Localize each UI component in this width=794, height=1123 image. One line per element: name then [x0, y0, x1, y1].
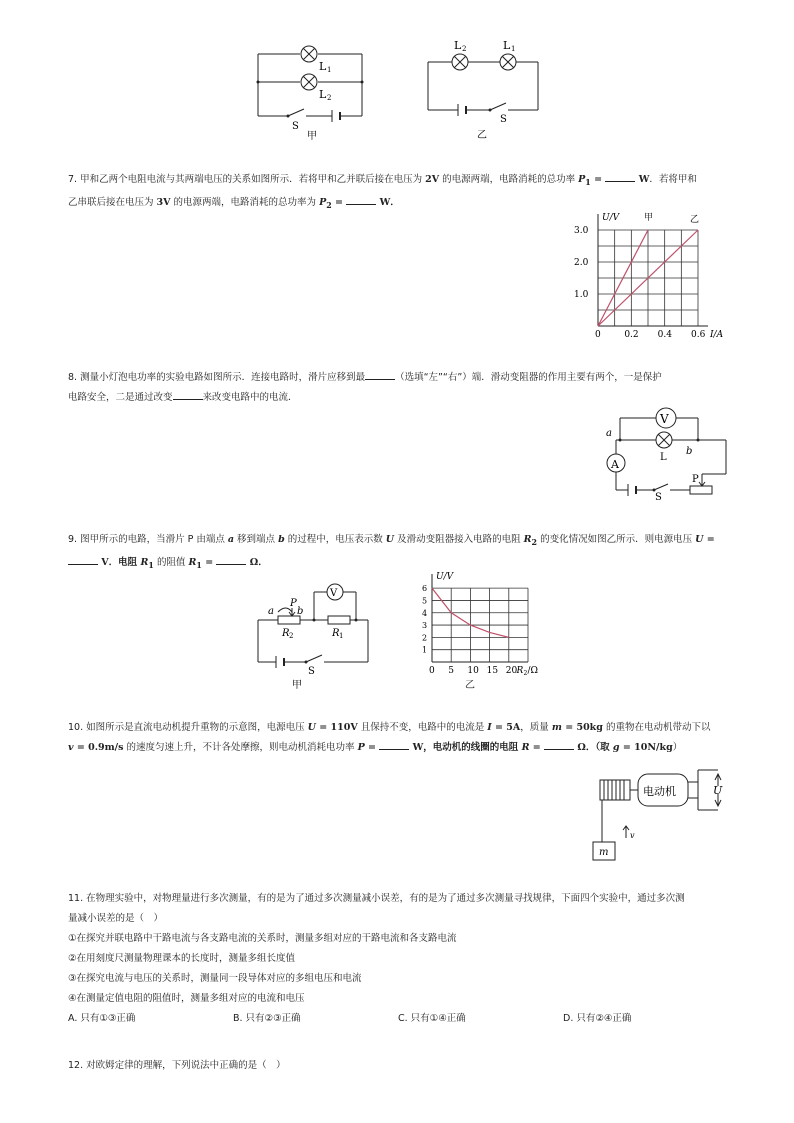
q7-text: ．若将甲和	[649, 174, 697, 185]
q10-i: I	[487, 722, 492, 733]
x-axis-label: R	[516, 666, 524, 676]
q11-stem: 量减小误差的是（ ）	[68, 913, 164, 924]
q7-p2-sub: 2	[326, 200, 332, 210]
option-c[interactable]: C. 只有①④正确	[398, 1013, 466, 1024]
q7-text: 7. 甲和乙两个电阻电流与其两端电压的关系如图所示．若将甲和乙并联后接在电压为	[68, 174, 426, 185]
q10-p: P	[357, 742, 365, 753]
q10-v-value: = 0.9m/s	[73, 742, 124, 753]
q10-m-value: = 50kg	[561, 722, 603, 733]
r2-label: R	[282, 628, 290, 639]
lamp-icon	[656, 432, 672, 448]
question-12	[68, 1056, 728, 1076]
q8-text: （选填“左”“右”）端．滑动变阻器的作用主要有两个，一是保护	[395, 372, 662, 383]
q10-u-value: = 110V	[315, 722, 358, 733]
x-tick-label: 0	[429, 666, 435, 676]
answer-blank[interactable]	[379, 738, 409, 750]
circuit-figure-q9	[250, 580, 380, 692]
battery-icon	[458, 104, 466, 116]
lamp-icon	[301, 46, 317, 62]
q10-m: m	[551, 722, 562, 733]
mass-label: m	[599, 847, 609, 858]
question-11	[68, 889, 728, 1029]
q9-u: U	[695, 534, 704, 545]
q9-r1-sub: 1	[148, 560, 154, 570]
y-tick-label: 6	[422, 584, 428, 594]
option-a[interactable]: A. 只有①③正确	[68, 1013, 136, 1024]
switch-label: S	[500, 114, 507, 125]
q10-text: 的重物在电动机带动下以	[602, 722, 711, 733]
series-label: 乙	[690, 215, 700, 225]
x-axis-label-unit: /Ω	[527, 666, 538, 676]
question-10	[68, 718, 728, 758]
lamp-l2-label: L	[454, 39, 462, 52]
question-9	[68, 530, 728, 576]
x-axis-label: I/A	[710, 330, 724, 340]
motor-label: 电动机	[643, 785, 676, 798]
x-tick-label: 10	[467, 666, 479, 676]
q9-b: b	[278, 534, 285, 545]
q10-text: Ω．（取	[574, 742, 613, 753]
q9-unit: Ω．	[246, 556, 268, 568]
q10-text: 10. 如图所示是直流电动机提升重物的示意图，电源电压	[68, 722, 308, 733]
series-label: 甲	[644, 213, 654, 223]
y-tick-label: 5	[422, 596, 428, 606]
ammeter-label: A	[611, 458, 619, 471]
figure-caption: 甲	[292, 680, 302, 691]
q10-equals: =	[529, 742, 545, 753]
x-tick-label: 0.2	[624, 330, 639, 340]
ur-graph-q9	[418, 570, 548, 692]
switch-label: S	[655, 492, 662, 500]
q7-voltage-1: 2V	[425, 174, 440, 185]
x-tick-label: 15	[486, 666, 499, 676]
lamp-label: L	[660, 452, 667, 463]
q9-r1: R	[140, 556, 149, 568]
q10-text: 且保持不变，电路中的电流是	[357, 722, 488, 733]
x-axis-label-sub: 2	[523, 670, 528, 677]
q12-stem: 12. 对欧姆定律的理解，下列说法中正确的是（ ）	[68, 1060, 286, 1071]
q7-p1-sub: 1	[585, 177, 591, 187]
y-axis-label: U/V	[436, 572, 454, 582]
resistor-icon	[328, 616, 350, 624]
lamp-l1-sub: 1	[511, 45, 516, 53]
slider-arrow-icon	[699, 478, 705, 486]
battery-icon	[332, 110, 340, 122]
q11-options	[68, 1009, 728, 1029]
question-8	[68, 368, 728, 408]
answer-blank[interactable]	[173, 388, 203, 400]
question-7	[68, 170, 728, 216]
q9-r1-sub: 1	[196, 560, 202, 570]
y-tick-label: 4	[422, 608, 428, 618]
switch-label: S	[308, 666, 315, 677]
slider-label: P	[692, 474, 699, 485]
q8-text: 8. 测量小灯泡电功率的实验电路如图所示．连接电路时，滑片应移到最	[68, 372, 366, 383]
q11-item: ④在测量定值电阻的阻值时，测量多组对应的电流和电压	[68, 993, 305, 1004]
q11-item: ③在探究电流与电压的关系时，测量同一段导体对应的多组电压和电流	[68, 973, 362, 984]
rheostat-icon	[278, 616, 300, 624]
q9-u: U	[385, 534, 395, 545]
answer-blank[interactable]	[216, 553, 246, 565]
r1-sub: 1	[339, 632, 344, 640]
q9-text: 的过程中，电压表示数	[284, 534, 386, 545]
x-tick-label: 20	[505, 666, 518, 676]
x-tick-label: 0.4	[657, 330, 672, 340]
q8-text: 电路安全，二是通过改变	[68, 392, 173, 403]
velocity-arrow-icon	[623, 826, 629, 838]
lamp-l1-label: L	[319, 60, 327, 73]
x-tick-label: 0	[595, 330, 601, 340]
circuit-figure-series	[420, 38, 550, 144]
q9-text: 移到端点	[234, 534, 279, 545]
q7-voltage-2: 3V	[156, 196, 171, 208]
q7-p2-symbol: P	[319, 196, 327, 208]
q10-text: ，质量	[520, 722, 552, 733]
q10-text: W，电动机的线圈的电阻	[409, 742, 522, 753]
q9-text: 9. 图甲所示的电路，当滑片 P 由端点	[68, 534, 228, 545]
q10-i-value: = 5A	[491, 722, 521, 733]
lamp-l1-label: L	[503, 39, 511, 52]
q7-text: 乙串联后接在电压为	[68, 196, 157, 208]
lamp-l2-sub: 2	[327, 94, 332, 102]
y-tick-label: 1	[422, 645, 428, 655]
q9-r1: R	[188, 556, 197, 568]
node-a-label: a	[268, 606, 274, 617]
q11-item: ②在用刻度尺测量物理课本的长度时，测量多组长度值	[68, 953, 296, 964]
r1-label: R	[332, 628, 340, 639]
q8-text: 来改变电路中的电流．	[202, 392, 298, 403]
node-b-label: b	[686, 446, 693, 457]
q9-text: 的阻值	[153, 556, 189, 568]
q9-equals: =	[201, 556, 217, 568]
y-tick-label: 3.0	[574, 226, 589, 236]
circuit-figure-parallel	[250, 40, 380, 144]
q10-text: 的速度匀速上升，不计各处摩擦，则电动机消耗电功率	[123, 742, 358, 753]
winch-drum-icon	[600, 780, 630, 800]
answer-blank[interactable]	[346, 193, 376, 205]
lamp-icon	[500, 54, 516, 70]
lamp-l1-sub: 1	[327, 66, 332, 74]
voltmeter-label: V	[330, 588, 338, 599]
answer-blank[interactable]	[68, 553, 98, 565]
iu-graph-q7	[570, 210, 730, 345]
figure-caption: 乙	[477, 130, 487, 141]
q7-unit: W．	[376, 196, 400, 208]
answer-blank[interactable]	[365, 368, 395, 380]
option-d[interactable]: D. 只有②④正确	[563, 1013, 632, 1024]
voltage-label: U	[713, 784, 723, 797]
y-tick-label: 1.0	[574, 290, 589, 300]
lamp-l2-sub: 2	[462, 45, 467, 53]
x-tick-label: 5	[448, 666, 454, 676]
q9-text: V．电阻	[98, 556, 141, 568]
voltmeter-label: V	[660, 412, 669, 426]
y-axis-label: U/V	[602, 213, 620, 223]
q9-text: 的变化情况如图乙所示．则电源电压	[537, 534, 696, 545]
lamp-icon	[452, 54, 468, 70]
q9-text: 及滑动变阻器接入电路的电阻	[394, 534, 524, 545]
q7-equals: =	[331, 196, 347, 208]
answer-blank[interactable]	[544, 738, 574, 750]
lamp-l2-label: L	[319, 88, 327, 101]
answer-blank[interactable]	[605, 170, 635, 182]
q11-item: ①在探究并联电路中干路电流与各支路电流的关系时，测量多组对应的干路电流和各支路电流	[68, 933, 457, 944]
q9-equals: =	[703, 534, 715, 545]
battery-icon	[276, 656, 284, 668]
y-tick-label: 2	[422, 633, 428, 643]
q7-text: 的电源两端，电路消耗的总功率为	[170, 196, 320, 208]
q7-unit: W	[635, 174, 650, 185]
q7-p1-symbol: P	[578, 174, 586, 185]
r2-sub: 2	[289, 632, 294, 640]
q10-r: R	[521, 742, 530, 753]
q7-equals: =	[590, 174, 606, 185]
figure-caption: 甲	[307, 131, 317, 142]
q10-g-value: = 10N/kg	[619, 742, 673, 753]
x-tick-label: 0.6	[691, 330, 706, 340]
q11-stem: 11. 在物理实验中，对物理量进行多次测量，有的是为了通过多次测量减小误差，有的是为了通过多次测量寻找规律，下面四个实验中，通过多次测	[68, 893, 685, 904]
motor-figure-q10	[590, 766, 730, 864]
option-b[interactable]: B. 只有②③正确	[233, 1013, 301, 1024]
q9-a: a	[227, 534, 235, 545]
q10-text: ）	[672, 742, 683, 753]
lamp-icon	[301, 74, 317, 90]
battery-icon	[628, 484, 636, 496]
q10-equals: =	[364, 742, 380, 753]
velocity-label: v	[630, 831, 635, 840]
switch-label: S	[292, 121, 299, 132]
slider-label: P	[290, 598, 297, 609]
q9-r2-sub: 2	[531, 537, 538, 547]
rheostat-icon	[690, 486, 712, 494]
q10-v: v	[68, 742, 74, 753]
q9-r2: R	[523, 534, 532, 545]
y-tick-label: 3	[422, 621, 428, 631]
node-b-label: b	[297, 606, 304, 617]
figure-caption: 乙	[465, 680, 475, 691]
circuit-figure-q8	[598, 404, 730, 500]
q10-u: U	[307, 722, 316, 733]
node-a-label: a	[606, 428, 612, 439]
q10-g: g	[612, 742, 620, 753]
y-tick-label: 2.0	[574, 258, 589, 268]
q7-text: 的电源两端，电路消耗的总功率	[439, 174, 579, 185]
